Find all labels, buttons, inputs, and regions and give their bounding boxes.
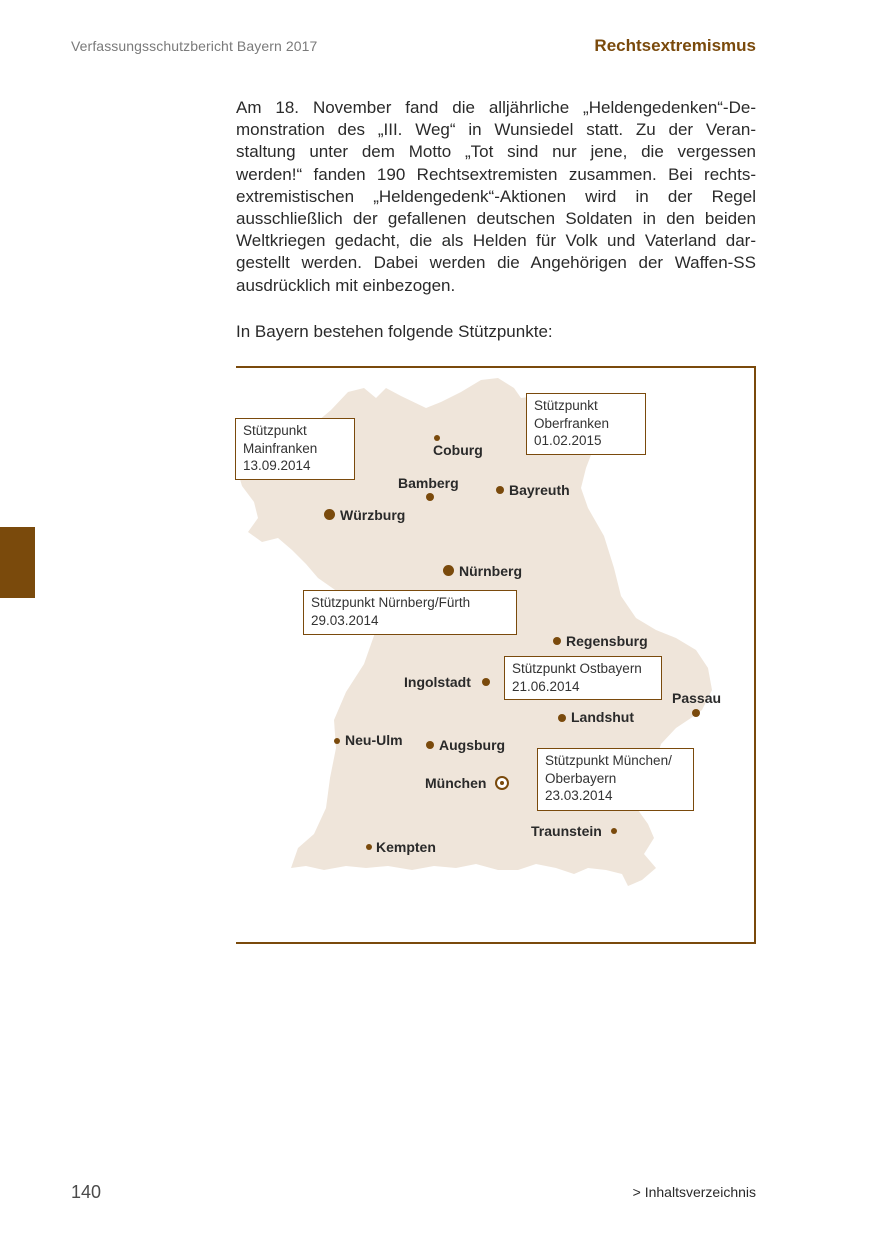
traunstein-marker: [611, 828, 617, 834]
city-label-muenchen: München: [425, 775, 487, 791]
city-label-kempten: Kempten: [376, 839, 436, 855]
box-line: 21.06.2014: [512, 678, 580, 694]
augsburg-marker: [426, 741, 434, 749]
muenchen-capital-marker-center: [500, 781, 504, 785]
wuerzburg-marker: [324, 509, 335, 520]
page-header-section-title: Rechtsextremismus: [594, 36, 756, 55]
coburg-marker: [434, 435, 440, 441]
city-label-nuernberg: Nürnberg: [459, 563, 522, 579]
box-line: Stützpunkt München/: [545, 753, 672, 768]
body-line: monstration des „III. Weg“ in Wunsiedel statt. Zu der Veran-: [236, 120, 756, 140]
table-of-contents-link[interactable]: > Inhaltsverzeichnis: [632, 1184, 756, 1200]
box-line: Oberbayern: [545, 770, 617, 786]
body-line: ausschließlich der gefallenen deutschen Soldaten in den beiden: [236, 208, 756, 228]
regensburg-marker: [553, 637, 561, 645]
nuernberg-marker: [443, 565, 454, 576]
stuetzpunkt-box-muenchen-oberbayern: [537, 748, 694, 811]
chapter-side-tab[interactable]: [0, 527, 35, 598]
bavaria-map-figure: [236, 366, 756, 944]
box-line: Stützpunkt Nürnberg/Fürth: [311, 595, 471, 610]
stuetzpunkt-box-mainfranken: [235, 418, 355, 480]
city-label-ingolstadt: Ingolstadt: [404, 674, 471, 690]
muenchen-capital-marker: [495, 776, 509, 790]
ingolstadt-marker: [482, 678, 490, 686]
body-line: staltung unter dem Motto „Tot sind nur jene, die vergessen: [236, 142, 756, 162]
box-line: 23.03.2014: [545, 788, 613, 803]
landshut-marker: [558, 714, 566, 722]
box-line: Mainfranken: [243, 440, 318, 456]
body-paragraph: [236, 97, 756, 297]
stuetzpunkt-box-ostbayern: [504, 656, 662, 700]
city-label-bayreuth: Bayreuth: [509, 482, 570, 498]
map-intro: In Bayern bestehen folgende Stützpunkte:: [236, 322, 553, 341]
bayreuth-marker: [496, 486, 504, 494]
city-label-landshut: Landshut: [571, 709, 634, 725]
city-label-regensburg: Regensburg: [566, 633, 648, 649]
box-line: Stützpunkt: [534, 398, 598, 413]
neuulm-marker: [334, 738, 340, 744]
box-line: 29.03.2014: [311, 612, 379, 628]
passau-marker: [692, 709, 700, 717]
body-line: ausdrücklich mit einbezogen.: [236, 275, 456, 295]
stuetzpunkt-box-oberfranken: [526, 393, 646, 455]
city-label-passau: Passau: [672, 690, 722, 706]
city-label-neuulm: Neu-Ulm: [345, 732, 403, 748]
kempten-marker: [366, 844, 372, 850]
stuetzpunkt-box-nuernberg-fuerth: [303, 590, 517, 635]
body-line: Weltkriegen gedacht, die als Helden für Volk und Vaterland dar-: [236, 231, 756, 251]
city-label-augsburg: Augsburg: [439, 737, 506, 753]
city-label-wuerzburg: Würzburg: [340, 507, 406, 523]
box-line: Stützpunkt: [243, 423, 307, 438]
city-label-coburg: Coburg: [433, 442, 483, 458]
box-line: 01.02.2015: [534, 433, 602, 448]
page-header-left: Verfassungsschutzbericht Bayern 2017: [71, 38, 318, 54]
box-line: 13.09.2014: [243, 458, 311, 473]
page-number: 140: [71, 1182, 102, 1202]
body-line: werden!“ fanden 190 Rechtsextremisten zusammen. Bei rechts-: [236, 164, 756, 184]
box-line: Stützpunkt Ostbayern: [512, 661, 642, 676]
body-line: extremistischen „Heldengedenk“-Aktionen wird in der Regel: [236, 186, 756, 206]
city-label-bamberg: Bamberg: [398, 475, 459, 491]
box-line: Oberfranken: [534, 415, 610, 431]
body-line: Am 18. November fand die alljährliche „Heldengedenken“-De-: [236, 98, 756, 117]
bamberg-marker: [426, 493, 434, 501]
body-line: gestellt werden. Dabei werden die Angehörigen der Waffen-SS: [236, 253, 756, 273]
city-label-traunstein: Traunstein: [531, 823, 602, 839]
